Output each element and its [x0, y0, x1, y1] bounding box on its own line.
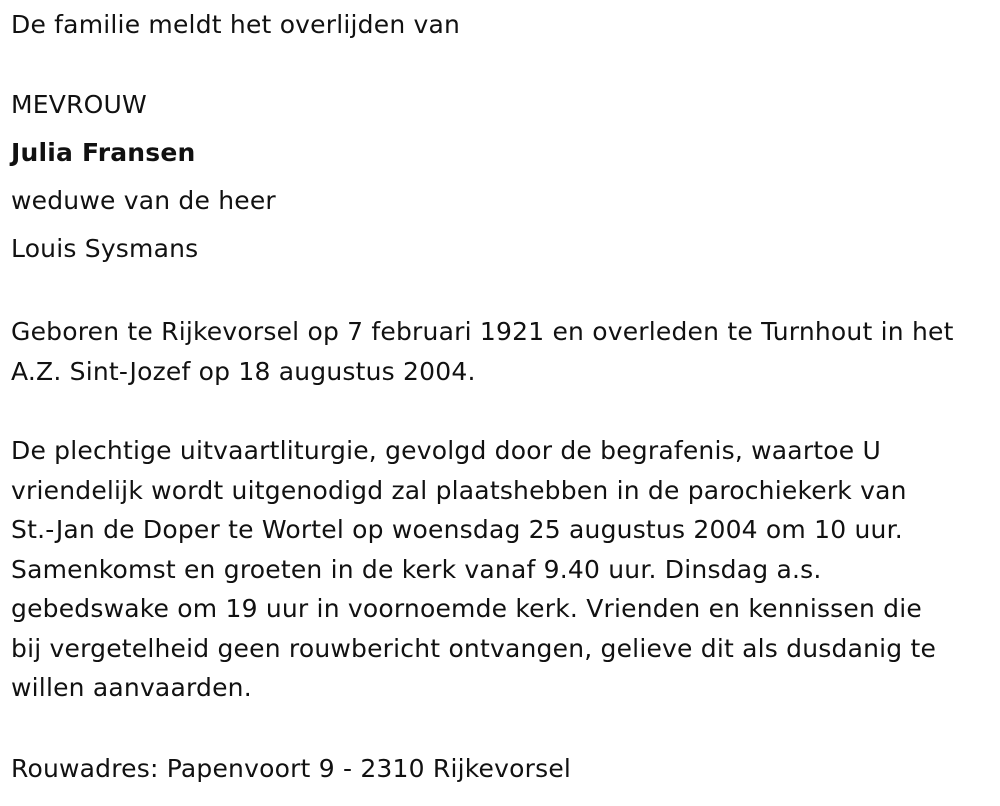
deceased-relation: weduwe van de heer [11, 186, 276, 215]
ceremony-line: willen aanvaarden. [11, 673, 252, 702]
ceremony-line: vriendelijk wordt uitgenodigd zal plaatshebben in de parochiekerk van [11, 475, 907, 505]
deceased-title: MEVROUW [11, 90, 147, 119]
ceremony-line: gebedswake om 19 uur in voornoemde kerk. Vrienden en kennissen die [11, 594, 922, 623]
ceremony-line: bij vergetelheid geen rouwbericht ontvangen, gelieve dit als dusdanig te [11, 633, 937, 663]
birth-death-line: Geboren te Rijkevorsel op 7 februari 1921 en overleden te Turnhout in het [11, 317, 954, 346]
deceased-name: Julia Fransen [11, 138, 196, 167]
ceremony-line: De plechtige uitvaartliturgie, gevolgd door de begrafenis, waartoe U [11, 436, 882, 465]
ceremony-line: Samenkomst en groeten in de kerk vanaf 9.40 uur. Dinsdag a.s. [11, 554, 822, 584]
birth-death-paragraph [11, 312, 954, 391]
birth-death-line: A.Z. Sint-Jozef op 18 augustus 2004. [11, 356, 476, 386]
intro-line: De familie meldt het overlijden van [11, 10, 461, 39]
mourning-address: Rouwadres: Papenvoort 9 - 2310 Rijkevorsel [11, 754, 572, 783]
deceased-spouse: Louis Sysmans [11, 234, 199, 263]
ceremony-line: St.-Jan de Doper te Wortel op woensdag 25 augustus 2004 om 10 uur. [11, 515, 903, 544]
ceremony-paragraph [11, 431, 936, 708]
